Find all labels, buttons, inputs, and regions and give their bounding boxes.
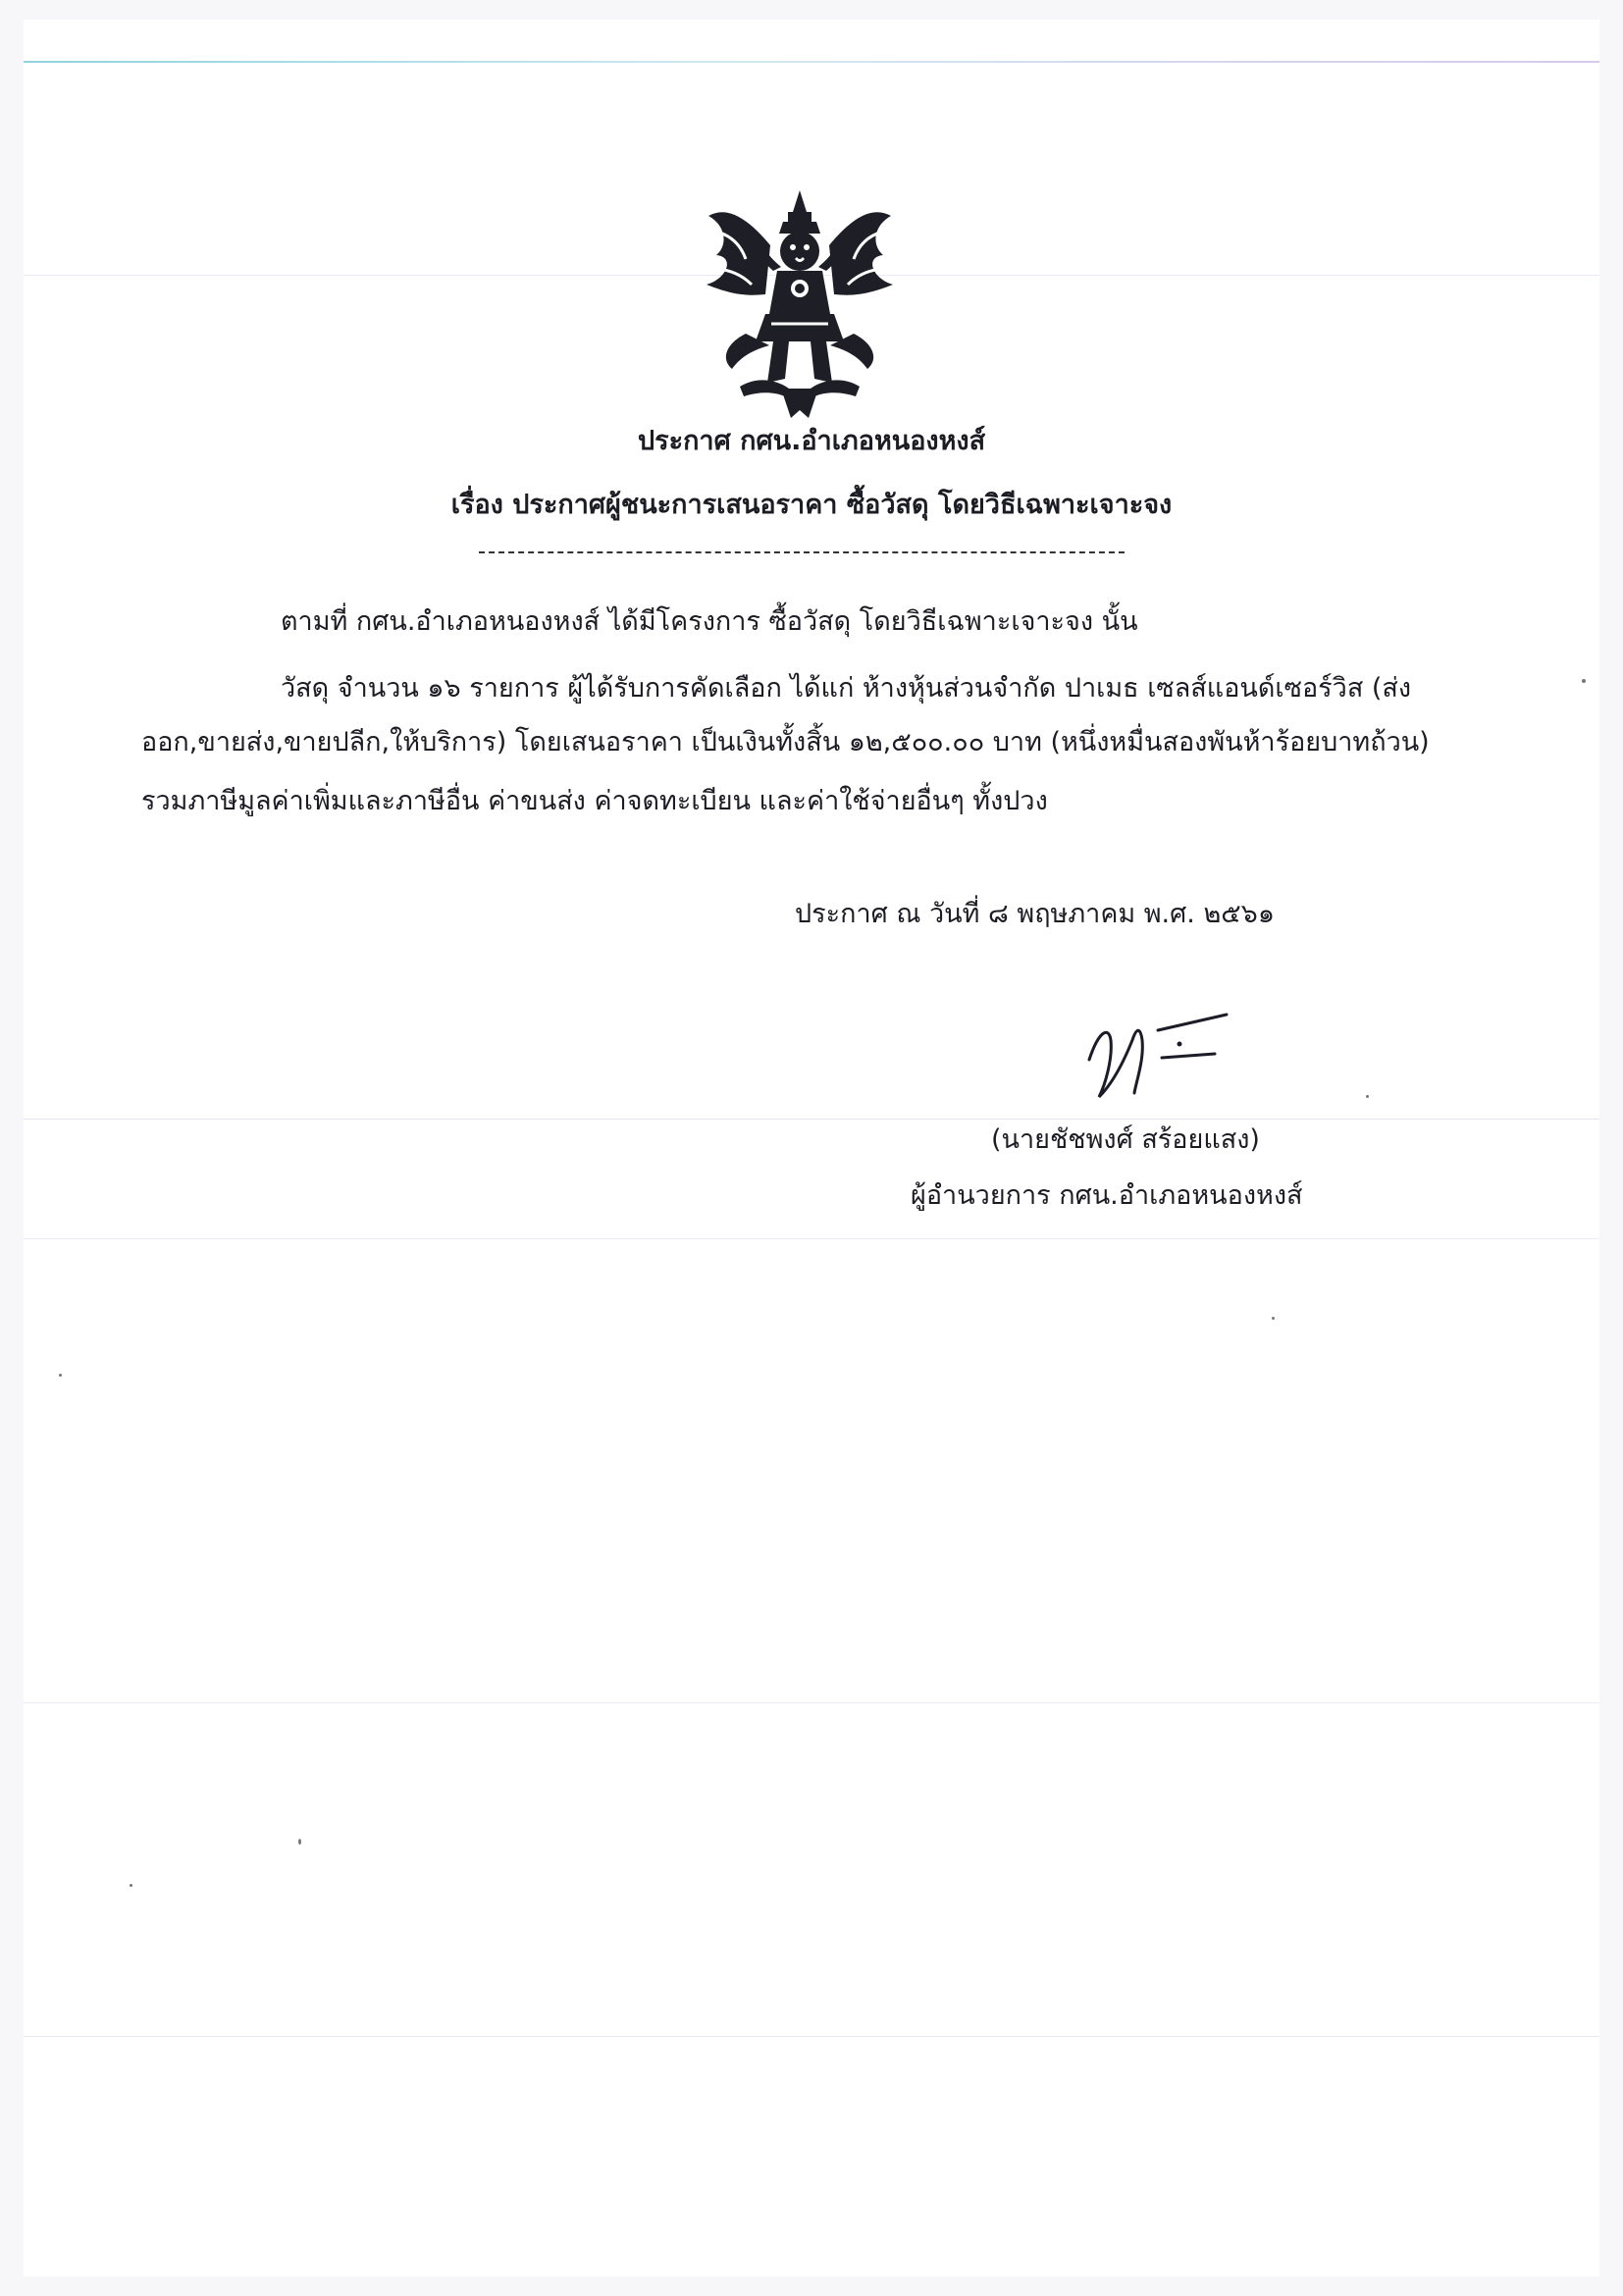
scan-streak <box>24 2036 1599 2037</box>
body-line-3: ออก,ขายส่ง,ขายปลีก,ให้บริการ) โดยเสนอราคา เป็นเงินทั้งสิ้น ๑๒,๕๐๐.๐๐ บาท (หนึ่งหมื่นสองพันห้าร้อยบาทถ้วน) <box>141 727 1430 757</box>
announcement-subject: เรื่อง ประกาศผู้ชนะการเสนอราคา ซื้อวัสดุ โดยวิธีเฉพาะเจาะจง <box>450 490 1173 520</box>
body-line-2: วัสดุ จำนวน ๑๖ รายการ ผู้ได้รับการคัดเลือก ได้แก่ ห้างหุ้นส่วนจำกัด ปาเมธ เซลส์แอนด์เซอร์วิส (ส่ง <box>281 673 1412 704</box>
signatory-position: ผู้อำนวยการ กศน.อำเภอหนองหงส์ <box>911 1180 1303 1211</box>
scan-speck <box>298 1839 301 1845</box>
signatory-name: (นายชัชพงศ์ สร้อยแสง) <box>991 1124 1260 1155</box>
announcement-date: ประกาศ ณ วันที่ ๘ พฤษภาคม พ.ศ. ๒๕๖๑ <box>795 899 1275 929</box>
scan-streak <box>24 61 1599 63</box>
body-line-1: ตามที่ กศน.อำเภอหนองหงส์ ได้มีโครงการ ซื้อวัสดุ โดยวิธีเฉพาะเจาะจง นั้น <box>281 606 1138 637</box>
scan-speck <box>1272 1317 1275 1320</box>
scan-speck <box>1582 679 1586 683</box>
scan-streak <box>24 1119 1599 1120</box>
scan-speck <box>59 1374 62 1377</box>
body-line-4: รวมภาษีมูลค่าเพิ่มและภาษีอื่น ค่าขนส่ง ค่าจดทะเบียน และค่าใช้จ่ายอื่นๆ ทั้งปวง <box>141 786 1048 816</box>
scan-speck <box>1366 1095 1369 1098</box>
garuda-emblem-icon <box>687 186 913 422</box>
handwritten-signature <box>1079 1001 1246 1109</box>
scan-speck <box>130 1884 132 1887</box>
scan-streak <box>24 1238 1599 1239</box>
scan-streak <box>24 1702 1599 1703</box>
announcement-title: ประกาศ กศน.อำเภอหนองหงส์ <box>637 426 986 456</box>
heading-divider <box>479 551 1125 553</box>
